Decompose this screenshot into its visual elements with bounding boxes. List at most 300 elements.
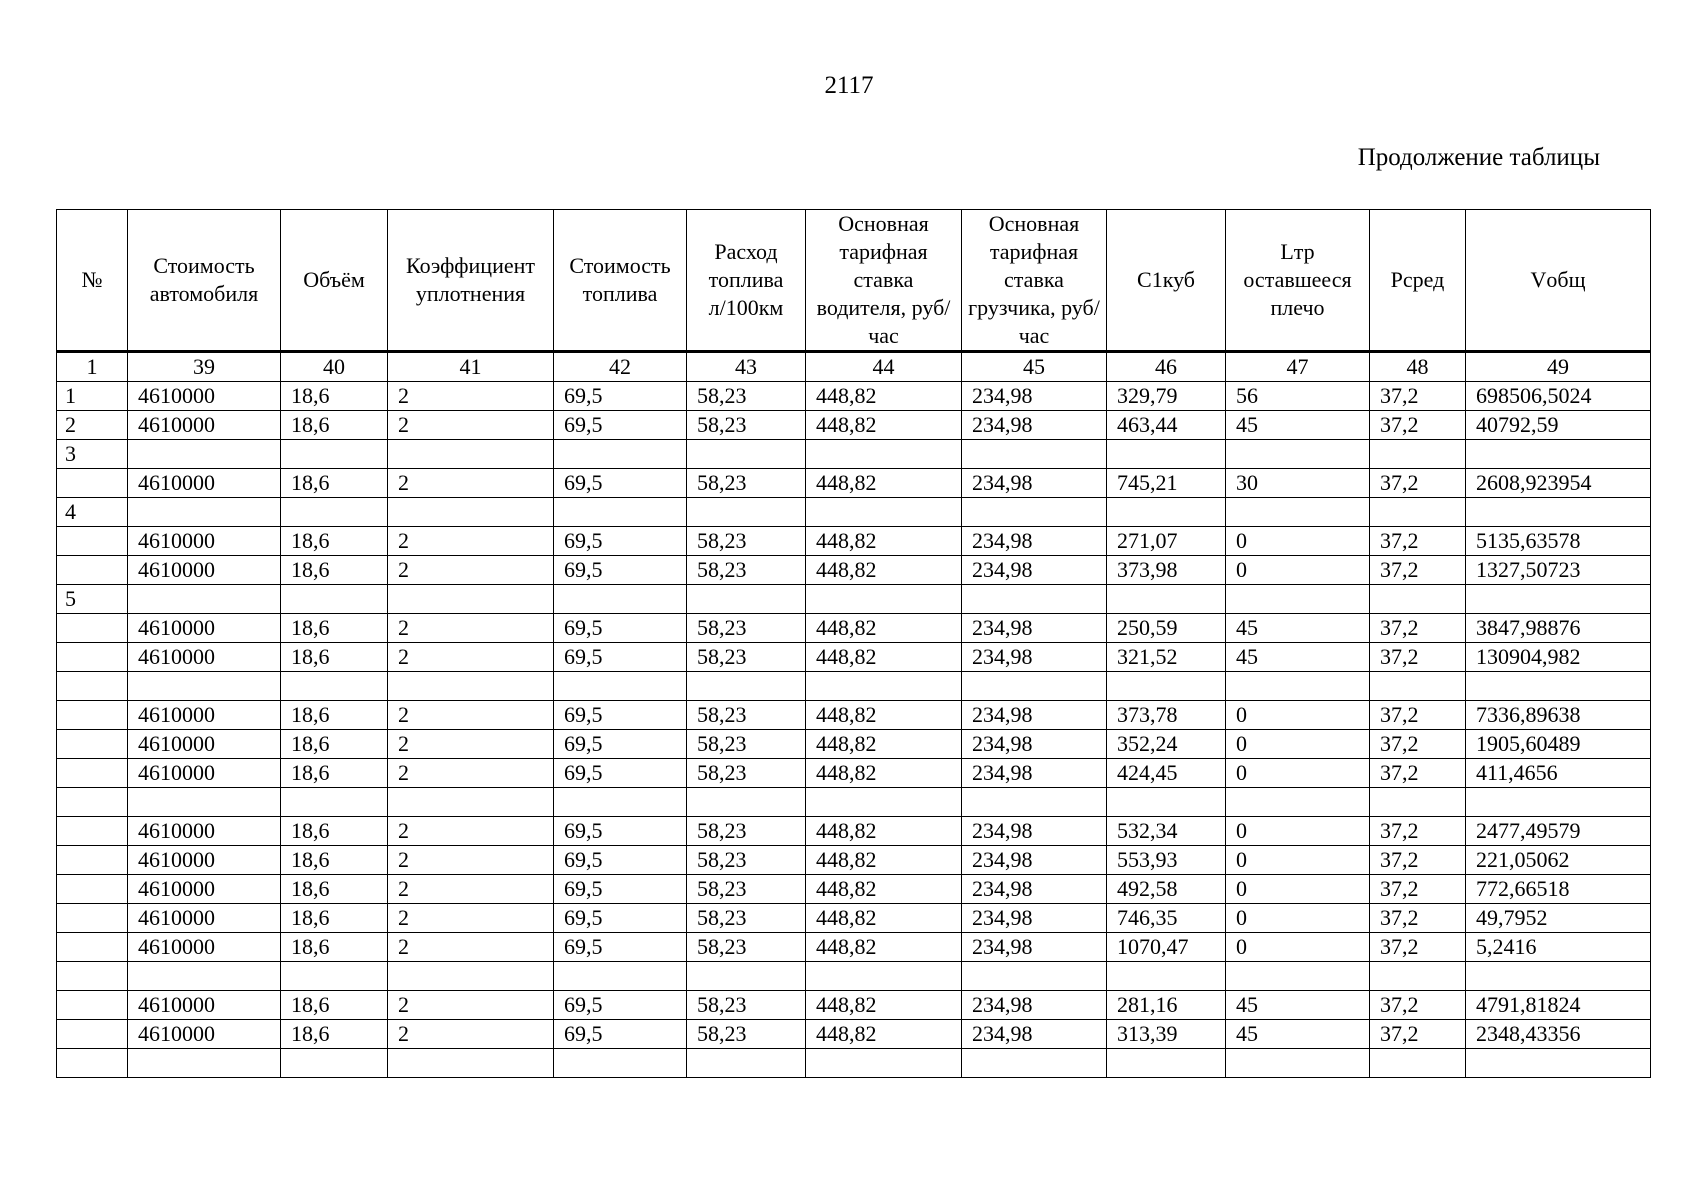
table-cell: 0 [1226,701,1370,730]
table-cell [57,759,128,788]
table-cell [57,846,128,875]
table-cell: 30 [1226,469,1370,498]
table-cell: 4610000 [128,991,281,1020]
column-number-cell: 1 [57,352,128,382]
table-cell: 18,6 [281,846,388,875]
table-cell: 4610000 [128,759,281,788]
table-row [57,585,1651,614]
table-cell: 448,82 [806,556,962,585]
table-cell [57,730,128,759]
table-cell: 4610000 [128,817,281,846]
table-cell [962,498,1107,527]
table-cell [388,672,554,701]
data-table [56,209,1651,1078]
table-cell: 448,82 [806,469,962,498]
table-row [57,933,1651,962]
table-cell [1107,672,1226,701]
table-cell [388,962,554,991]
table-cell [281,672,388,701]
table-cell: 4610000 [128,904,281,933]
table-cell [687,585,806,614]
table-cell: 4610000 [128,730,281,759]
table-cell: 58,23 [687,411,806,440]
table-row [57,701,1651,730]
table-cell: 234,98 [962,643,1107,672]
table-row [57,382,1651,411]
table-cell: 2 [388,643,554,672]
table-row [57,411,1651,440]
table-cell [1107,585,1226,614]
table-cell [388,440,554,469]
table-cell [554,788,687,817]
table-cell: 69,5 [554,991,687,1020]
page-number: 2117 [824,72,874,99]
table-cell: 4610000 [128,643,281,672]
table-cell: 2 [388,1020,554,1049]
table-cell [554,672,687,701]
table-cell: 448,82 [806,527,962,556]
table-cell [57,817,128,846]
table-cell: 2 [388,556,554,585]
column-number-cell: 42 [554,352,687,382]
table-cell: 0 [1226,875,1370,904]
table-cell: 3 [57,440,128,469]
table-cell: 37,2 [1370,991,1466,1020]
table-cell [1107,962,1226,991]
table-cell: 2348,43356 [1466,1020,1651,1049]
table-cell: 698506,5024 [1466,382,1651,411]
table-cell: 2 [388,730,554,759]
table-cell: 58,23 [687,469,806,498]
table-cell [1226,498,1370,527]
table-cell: 4610000 [128,614,281,643]
table-cell: 7336,89638 [1466,701,1651,730]
column-number-cell: 43 [687,352,806,382]
column-number-cell: 46 [1107,352,1226,382]
table-cell: 58,23 [687,730,806,759]
table-row [57,527,1651,556]
table-cell: 58,23 [687,904,806,933]
table-cell: 234,98 [962,759,1107,788]
table-cell: 69,5 [554,527,687,556]
table-cell: 234,98 [962,730,1107,759]
table-cell [1226,788,1370,817]
table-row [57,672,1651,701]
column-header: Основная тарифная ставка водителя, руб/час [806,210,962,352]
table-cell: 3847,98876 [1466,614,1651,643]
table-cell [554,1049,687,1078]
table-cell: 37,2 [1370,411,1466,440]
table-cell [1466,672,1651,701]
table-cell: 49,7952 [1466,904,1651,933]
table-cell [388,1049,554,1078]
table-cell: 313,39 [1107,1020,1226,1049]
table-cell: 58,23 [687,701,806,730]
table-caption: Продолжение таблицы [1357,144,1600,171]
table-cell [1107,498,1226,527]
table-cell: 0 [1226,556,1370,585]
table-cell: 2 [388,527,554,556]
table-cell: 448,82 [806,701,962,730]
table-cell: 4610000 [128,701,281,730]
header-row [57,210,1651,352]
table-cell [687,1049,806,1078]
table-cell: 58,23 [687,875,806,904]
table-cell: 37,2 [1370,614,1466,643]
table-cell: 2 [57,411,128,440]
table-cell: 69,5 [554,875,687,904]
table-cell [806,585,962,614]
table-cell [1107,440,1226,469]
table-cell: 1070,47 [1107,933,1226,962]
table-cell: 18,6 [281,817,388,846]
table-cell [687,498,806,527]
table-cell: 45 [1226,411,1370,440]
table-cell [1226,585,1370,614]
table-cell: 37,2 [1370,1020,1466,1049]
table-cell: 4610000 [128,411,281,440]
table-cell: 58,23 [687,933,806,962]
table-cell [388,498,554,527]
table-cell: 373,78 [1107,701,1226,730]
table-cell: 45 [1226,614,1370,643]
table-cell [128,672,281,701]
table-cell: 1 [57,382,128,411]
table-row [57,643,1651,672]
table-cell: 2 [388,991,554,1020]
table-cell: 448,82 [806,1020,962,1049]
table-cell: 2 [388,817,554,846]
column-header: Объём [281,210,388,352]
table-cell: 18,6 [281,933,388,962]
table-cell: 448,82 [806,411,962,440]
table-cell [1466,788,1651,817]
table-cell: 271,07 [1107,527,1226,556]
table-cell [57,788,128,817]
table-cell [962,1049,1107,1078]
table-cell [128,440,281,469]
table-cell: 69,5 [554,817,687,846]
table-cell: 37,2 [1370,904,1466,933]
table-cell: 18,6 [281,875,388,904]
table-cell: 532,34 [1107,817,1226,846]
table-row [57,469,1651,498]
table-cell: 5135,63578 [1466,527,1651,556]
table-cell: 234,98 [962,933,1107,962]
table-cell [962,440,1107,469]
table-cell: 37,2 [1370,759,1466,788]
table-cell [687,440,806,469]
table-cell [687,962,806,991]
table-cell: 69,5 [554,933,687,962]
table-cell: 4610000 [128,469,281,498]
table-cell: 37,2 [1370,643,1466,672]
table-cell: 69,5 [554,759,687,788]
table-cell: 234,98 [962,527,1107,556]
table-cell [1466,440,1651,469]
table-cell [128,788,281,817]
table-cell: 4610000 [128,382,281,411]
table-cell [1466,585,1651,614]
table-cell: 772,66518 [1466,875,1651,904]
table-cell: 69,5 [554,643,687,672]
table-cell: 321,52 [1107,643,1226,672]
table-cell: 58,23 [687,759,806,788]
table-row [57,498,1651,527]
table-cell [962,672,1107,701]
table-cell [281,1049,388,1078]
table-row [57,962,1651,991]
table-cell [806,962,962,991]
column-number-cell: 40 [281,352,388,382]
table-cell [806,788,962,817]
table-row [57,1020,1651,1049]
table-cell: 18,6 [281,527,388,556]
column-header: Рсред [1370,210,1466,352]
table-cell: 69,5 [554,701,687,730]
table-cell: 69,5 [554,556,687,585]
column-header: Vобщ [1466,210,1651,352]
column-header: Коэффициент уплотнения [388,210,554,352]
table-cell: 56 [1226,382,1370,411]
table-cell: 18,6 [281,991,388,1020]
table-cell: 4 [57,498,128,527]
table-row [57,440,1651,469]
table-cell: 448,82 [806,730,962,759]
table-cell [1370,1049,1466,1078]
table-cell [1226,672,1370,701]
table-cell: 234,98 [962,411,1107,440]
table-cell [57,904,128,933]
table-cell [57,991,128,1020]
table-cell: 448,82 [806,904,962,933]
table-cell: 2 [388,701,554,730]
table-cell: 58,23 [687,817,806,846]
table-cell: 37,2 [1370,556,1466,585]
table-cell [388,585,554,614]
table-cell: 329,79 [1107,382,1226,411]
table-cell: 18,6 [281,556,388,585]
table-cell: 37,2 [1370,701,1466,730]
table-cell [806,440,962,469]
table-cell: 234,98 [962,382,1107,411]
table-cell: 424,45 [1107,759,1226,788]
table-cell: 2 [388,469,554,498]
table-cell [1370,788,1466,817]
table-cell: 45 [1226,643,1370,672]
table-cell [128,1049,281,1078]
table-cell: 45 [1226,991,1370,1020]
table-cell: 373,98 [1107,556,1226,585]
table-row [57,759,1651,788]
table-row [57,1049,1651,1078]
table-cell: 234,98 [962,556,1107,585]
table-cell: 2 [388,382,554,411]
table-cell [57,962,128,991]
table-cell: 0 [1226,933,1370,962]
table-cell [128,498,281,527]
table-cell: 281,16 [1107,991,1226,1020]
table-cell [281,498,388,527]
column-header: Стоимость топлива [554,210,687,352]
table-body [57,352,1651,1078]
column-number-cell: 48 [1370,352,1466,382]
table-cell [806,1049,962,1078]
table-cell [1370,672,1466,701]
table-cell: 4610000 [128,556,281,585]
table-cell: 37,2 [1370,527,1466,556]
table-cell [1226,962,1370,991]
table-cell: 448,82 [806,991,962,1020]
table-cell: 448,82 [806,643,962,672]
table-cell: 58,23 [687,382,806,411]
table-cell: 234,98 [962,991,1107,1020]
table-cell: 37,2 [1370,382,1466,411]
table-cell [554,585,687,614]
table-cell: 69,5 [554,904,687,933]
table-cell [57,1049,128,1078]
table-cell: 4610000 [128,1020,281,1049]
table-cell [962,585,1107,614]
table-cell [388,788,554,817]
table-cell: 463,44 [1107,411,1226,440]
table-cell: 448,82 [806,817,962,846]
table-cell [57,614,128,643]
table-cell [1107,1049,1226,1078]
table-cell: 18,6 [281,759,388,788]
column-header: С1куб [1107,210,1226,352]
table-cell [554,498,687,527]
table-cell: 0 [1226,817,1370,846]
table-cell: 4791,81824 [1466,991,1651,1020]
column-header: Lтр оставшееся плечо [1226,210,1370,352]
table-cell [554,962,687,991]
table-row [57,817,1651,846]
table-cell: 234,98 [962,904,1107,933]
table-cell: 37,2 [1370,817,1466,846]
table-cell: 18,6 [281,904,388,933]
table-cell: 69,5 [554,730,687,759]
table-cell: 18,6 [281,643,388,672]
table-cell: 2 [388,846,554,875]
table-cell: 745,21 [1107,469,1226,498]
table-cell: 352,24 [1107,730,1226,759]
table-cell [1466,498,1651,527]
table-cell: 448,82 [806,614,962,643]
table-cell: 4610000 [128,933,281,962]
column-number-cell: 39 [128,352,281,382]
table-row [57,556,1651,585]
table-cell: 37,2 [1370,933,1466,962]
table-cell: 18,6 [281,1020,388,1049]
column-number-row [57,352,1651,382]
table-cell: 2 [388,904,554,933]
table-cell: 69,5 [554,846,687,875]
table-row [57,991,1651,1020]
table-cell: 0 [1226,759,1370,788]
table-cell: 234,98 [962,846,1107,875]
table-cell: 18,6 [281,469,388,498]
column-header: Стоимость автомобиля [128,210,281,352]
table-cell [1370,585,1466,614]
table-cell [1466,1049,1651,1078]
table-cell: 69,5 [554,469,687,498]
table-cell: 234,98 [962,469,1107,498]
table-cell: 221,05062 [1466,846,1651,875]
table-cell [57,643,128,672]
table-cell: 448,82 [806,382,962,411]
table-cell: 58,23 [687,527,806,556]
table-cell: 448,82 [806,759,962,788]
table-cell [1226,440,1370,469]
table-cell [57,469,128,498]
table-row [57,875,1651,904]
table-cell [57,1020,128,1049]
table-cell [554,440,687,469]
table-cell: 234,98 [962,875,1107,904]
table-cell [57,701,128,730]
table-cell: 553,93 [1107,846,1226,875]
table-cell: 130904,982 [1466,643,1651,672]
table-cell: 5 [57,585,128,614]
column-number-cell: 45 [962,352,1107,382]
table-cell [57,933,128,962]
table-cell: 0 [1226,904,1370,933]
table-cell: 18,6 [281,730,388,759]
table-cell: 58,23 [687,643,806,672]
table-cell: 1905,60489 [1466,730,1651,759]
table-cell: 58,23 [687,556,806,585]
table-cell: 0 [1226,730,1370,759]
table-cell: 2 [388,411,554,440]
table-cell [57,875,128,904]
table-cell: 58,23 [687,846,806,875]
table-cell: 69,5 [554,411,687,440]
table-row [57,614,1651,643]
table-cell: 18,6 [281,411,388,440]
table-cell: 37,2 [1370,846,1466,875]
table-cell: 411,4656 [1466,759,1651,788]
table-cell: 69,5 [554,1020,687,1049]
table-cell [687,788,806,817]
table-cell: 448,82 [806,875,962,904]
table-cell: 234,98 [962,614,1107,643]
table-cell [57,556,128,585]
table-cell: 0 [1226,846,1370,875]
table-cell: 37,2 [1370,730,1466,759]
table-cell: 18,6 [281,614,388,643]
table-cell [281,440,388,469]
column-header: Расход топлива л/100км [687,210,806,352]
column-number-cell: 41 [388,352,554,382]
table-cell: 2477,49579 [1466,817,1651,846]
table-cell: 45 [1226,1020,1370,1049]
table-cell [57,527,128,556]
table-cell: 2 [388,614,554,643]
table-row [57,730,1651,759]
table-row [57,904,1651,933]
table-cell: 4610000 [128,527,281,556]
table-cell: 746,35 [1107,904,1226,933]
table-cell [281,585,388,614]
table-cell: 0 [1226,527,1370,556]
table-cell: 2 [388,875,554,904]
column-header: Основная тарифная ставка грузчика, руб/час [962,210,1107,352]
table-cell: 18,6 [281,701,388,730]
column-header: № [57,210,128,352]
table-cell [1370,962,1466,991]
table-cell: 2608,923954 [1466,469,1651,498]
